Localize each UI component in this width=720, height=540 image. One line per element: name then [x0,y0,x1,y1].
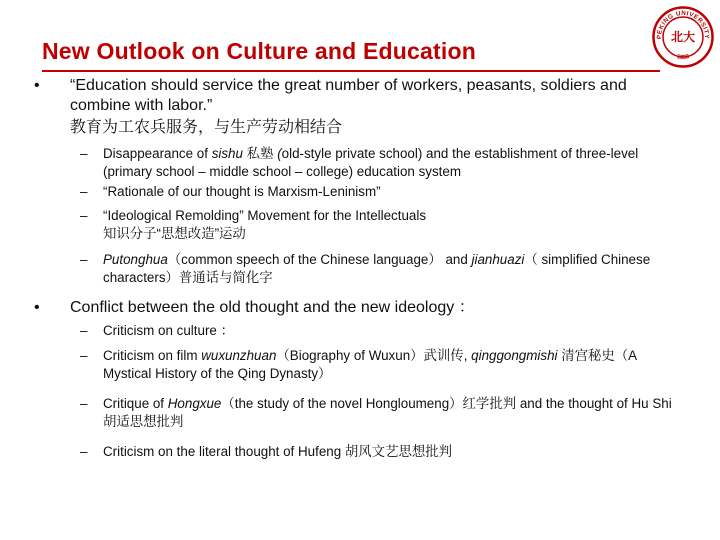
dash-marker: – [80,146,88,161]
sub-text-em: Hongxue [167,396,222,411]
sub-item-hongxue [80,395,673,431]
sub-item-rationale [80,183,673,201]
sub-item-sishu [80,145,673,181]
sub-text-part: 知识分子“思想改造”运动 [103,226,246,241]
sub-text-part: “Rationale of our thought is Marxism-Leninism” [103,184,381,199]
seal-top-text: PEKING UNIVERSITY [655,9,711,40]
bullet-text: “Education should service the great number of workers, peasants, soldiers and combine with labor.” [70,77,627,114]
peking-university-seal-icon [652,6,714,68]
sub-text-part: （ simplified Chinese characters）普通话与简化字 [103,252,651,285]
sub-text-em: ( [277,146,282,161]
sub-text-part: old-style private school) and the establishment of three-level (primary school – middle school – college) education system [103,146,639,179]
sub-text-part: Disappearance of [103,146,212,161]
title-underline [42,70,660,72]
dash-marker: – [80,444,88,459]
sub-text-part: 清宫秘史（A Mystical History of the Qing Dynasty） [103,348,637,381]
bullet-marker: • [34,299,40,316]
sub-text-part: “Ideological Remolding” Movement for the Intellectuals [103,208,427,223]
sub-text-em: Putonghua [103,252,168,267]
sub-item-culture [80,322,673,340]
sub-item-remolding [80,207,673,243]
sub-text-part: （Biography of Wuxun）武训传, [276,348,472,363]
sub-text-part: Criticism on film [103,348,202,363]
dash-marker: – [80,252,88,267]
sub-text-em: qinggongmishi [471,348,558,363]
dash-marker: – [80,208,88,223]
sub-text-em: wuxunzhuan [201,348,277,363]
sub-item-putonghua [80,251,673,287]
sub-text-part: Critique of [103,396,168,411]
bullet-education [34,76,690,138]
sub-item-hufeng [80,443,673,461]
sub-text-part: （the study of the novel Hongloumeng）红学批判 and the thought of Hu Shi 胡适思想批判 [103,396,672,429]
sub-text-part: （common speech of the Chinese language） and [167,252,472,267]
dash-marker: – [80,184,88,199]
seal-graphic [652,6,714,68]
sub-item-film [80,347,673,383]
dash-marker: – [80,396,88,411]
sub-text-part: 私塾 [242,146,278,161]
bullet-text-cn: 教育为工农兵服务，与生产劳动相结合 [70,119,343,136]
dash-marker: – [80,348,88,363]
sub-text-part: Criticism on the literal thought of Hufeng 胡风文艺思想批判 [103,444,453,459]
slide-title: New Outlook on Culture and Education [42,38,476,64]
seal-year: 1898 [675,54,691,62]
dash-marker: – [80,323,88,338]
bullet-marker: • [34,77,40,94]
sub-text-em: jianhuazi [471,252,525,267]
sub-text-part: Criticism on culture ： [103,323,234,338]
seal-center-glyph: 北大 [670,30,696,44]
sub-text-em: sishu [211,146,243,161]
bullet-text: Conflict between the old thought and the new ideology ： [70,299,475,316]
bullet-conflict [34,298,690,318]
